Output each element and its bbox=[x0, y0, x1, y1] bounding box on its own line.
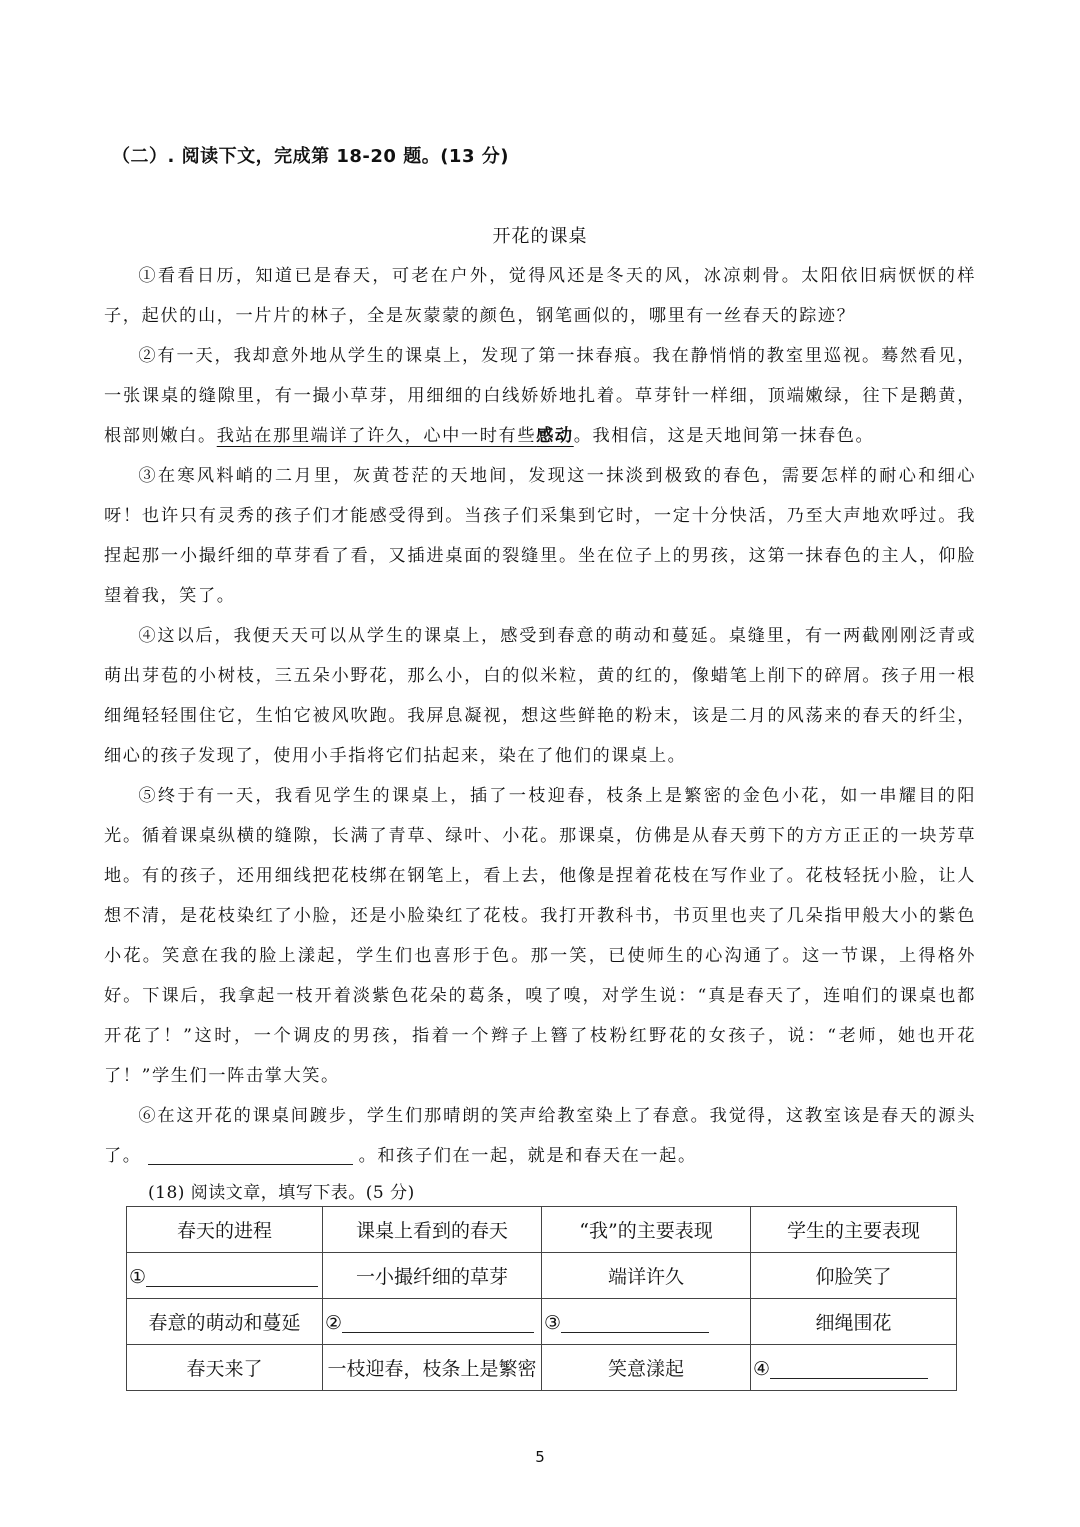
table-cell: 一小撮纤细的草芽 bbox=[323, 1253, 542, 1299]
paragraph-1: ①看看日历，知道已是春天，可老在户外，觉得风还是冬天的风，冰凉刺骨。太阳依旧病恹恹的样子，起伏的山，一片片的林子，全是灰蒙蒙的颜色，钢笔画似的，哪里有一丝春天的踪迹？ bbox=[104, 266, 976, 326]
table-cell-blank-2[interactable] bbox=[323, 1299, 542, 1345]
table-cell-blank-3[interactable] bbox=[542, 1299, 751, 1345]
page-number: 5 bbox=[535, 1448, 545, 1466]
table-cell: 仰脸笑了 bbox=[751, 1253, 957, 1299]
table-cell: 春天来了 bbox=[127, 1345, 323, 1391]
underlined-sentence bbox=[217, 426, 574, 446]
answer-table bbox=[126, 1206, 957, 1391]
blank-underline bbox=[146, 1264, 318, 1287]
paragraph-3: ③在寒风料峭的二月里，灰黄苍茫的天地间，发现这一抹淡到极致的春色，需要怎样的耐心和细心呀！也许只有灵秀的孩子们才能感受得到。当孩子们采集到它时，一定十分快活，乃至大声地欢呼过。我捏起那一小撮纤细的草芽看了看，又插进桌面的裂缝里。坐在位子上的男孩，这第一抹春色的主人，仰脸望着我，笑了。 bbox=[104, 466, 976, 606]
paragraph-2-text-b: 。我相信，这是天地间第一抹春色。 bbox=[573, 426, 875, 446]
table-cell: 细绳围花 bbox=[751, 1299, 957, 1345]
paragraph-2-text-a: ②有一天，我却意外地从学生的课桌上，发现了第一抹春痕。我在静悄悄的教室里巡视。蓦然看见，一张课桌的缝隙里，有一撮小草芽，用细细的白线娇娇地扎着。草芽针一样细，顶端嫩绿，往下是鹅黄，根部则嫩白。 bbox=[104, 346, 976, 446]
blank-marker: ① bbox=[129, 1265, 147, 1288]
table-row bbox=[127, 1345, 957, 1391]
blank-marker: ④ bbox=[753, 1357, 771, 1380]
table-cell: 笑意漾起 bbox=[542, 1345, 751, 1391]
question-18: (18) 阅读文章，填写下表。(5 分) bbox=[148, 1183, 415, 1203]
blank-marker: ② bbox=[325, 1311, 343, 1334]
table-cell: 端详许久 bbox=[542, 1253, 751, 1299]
blank-underline bbox=[342, 1310, 534, 1333]
blank-underline bbox=[561, 1310, 709, 1333]
paragraph-6-text-b: 。和孩子们在一起，就是和春天在一起。 bbox=[358, 1146, 697, 1166]
paragraph-6-text-a: ⑥在这开花的课桌间踱步，学生们那晴朗的笑声给教室染上了春意。我觉得，这教室该是春天的源头了。 bbox=[104, 1106, 976, 1166]
section-title: （二）. 阅读下文，完成第 18-20 题。(13 分) bbox=[112, 146, 509, 167]
blank-underline bbox=[770, 1356, 928, 1379]
table-header-cell: 学生的主要表现 bbox=[751, 1207, 957, 1253]
paragraph-6 bbox=[104, 1096, 976, 1176]
table-row bbox=[127, 1299, 957, 1345]
underlined-text: 我站在那里端详了许久，心中一时有些 bbox=[216, 426, 537, 446]
table-header-cell: 春天的进程 bbox=[127, 1207, 323, 1253]
table-row bbox=[127, 1253, 957, 1299]
table-header-cell: “我”的主要表现 bbox=[542, 1207, 751, 1253]
paragraph-2 bbox=[104, 336, 976, 456]
table-header-cell: 课桌上看到的春天 bbox=[323, 1207, 542, 1253]
blank-marker: ③ bbox=[544, 1311, 562, 1334]
article-body bbox=[104, 256, 976, 1176]
table-cell-blank-4[interactable] bbox=[751, 1345, 957, 1391]
paragraph-5: ⑤终于有一天，我看见学生的课桌上，插了一枝迎春，枝条上是繁密的金色小花，如一串耀目的阳光。循着课桌纵横的缝隙，长满了青草、绿叶、小花。那课桌，仿佛是从春天剪下的方方正正的一块芳草地。有的孩子，还用细线把花枝绑在钢笔上，看上去，他像是捏着花枝在写作业了。花枝轻抚小脸，让人想不清，是花枝染红了小脸，还是小脸染红了花枝。我打开教科书，书页里也夹了几朵指甲般大小的紫色小花。笑意在我的脸上漾起，学生们也喜形于色。那一笑，已使师生的心沟通了。这一节课，上得格外好。下课后，我拿起一枝开着淡紫色花朵的葛条，嗅了嗅，对学生说：“真是春天了，连咱们的课桌也都开花了！”这时，一个调皮的男孩，指着一个辫子上簪了枝粉红野花的女孩子，说：“老师，她也开花了！”学生们一阵击掌大笑。 bbox=[104, 786, 976, 1086]
article-title: 开花的课桌 bbox=[492, 226, 588, 247]
table-cell: 一枝迎春，枝条上是繁密 bbox=[323, 1345, 542, 1391]
table-header-row bbox=[127, 1207, 957, 1253]
answer-blank[interactable] bbox=[148, 1142, 353, 1165]
table-cell-blank-1[interactable] bbox=[127, 1253, 323, 1299]
bold-word: 感动 bbox=[536, 426, 574, 446]
paragraph-4: ④这以后，我便天天可以从学生的课桌上，感受到春意的萌动和蔓延。桌缝里，有一两截刚刚泛青或萌出芽苞的小树枝，三五朵小野花，那么小，白的似米粒，黄的红的，像蜡笔上削下的碎屑。孩子用一根细绳轻轻围住它，生怕它被风吹跑。我屏息凝视，想这些鲜艳的粉末，该是二月的风荡来的春天的纤尘，细心的孩子发现了，使用小手指将它们拈起来，染在了他们的课桌上。 bbox=[104, 626, 976, 766]
table-cell: 春意的萌动和蔓延 bbox=[127, 1299, 323, 1345]
